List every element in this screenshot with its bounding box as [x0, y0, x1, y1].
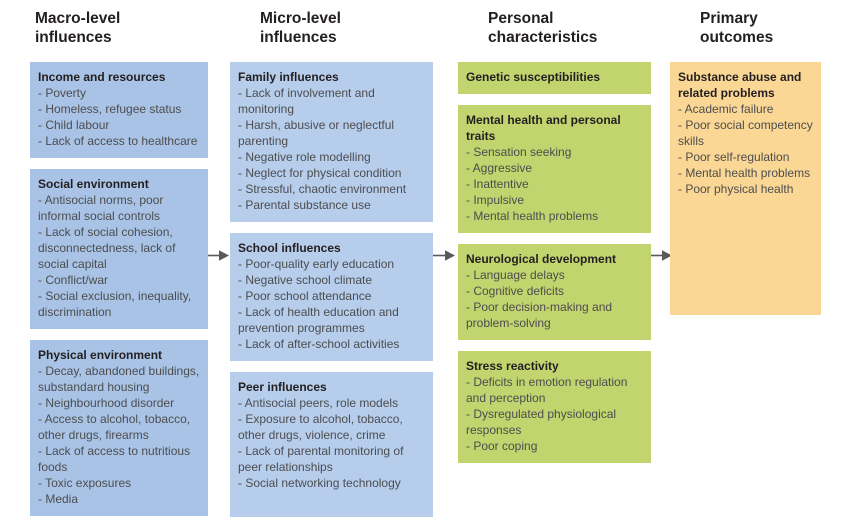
box-title-family-influences: Family influences	[238, 70, 339, 84]
box-item: - Neglect for physical condition	[238, 166, 402, 180]
box-item: - Poverty	[38, 86, 87, 100]
box-item: - Lack of after-school activities	[238, 337, 400, 351]
box-item: - Poor physical health	[678, 182, 794, 196]
box-title-income-and-resources: Income and resources	[38, 70, 166, 84]
box-item: - Mental health problems	[678, 166, 811, 180]
box-item: - Parental substance use	[238, 198, 371, 212]
box-title-school-influences: School influences	[238, 241, 341, 255]
box-title-physical-environment: Physical environment	[38, 348, 163, 362]
box-item: - Dysregulated physiological responses	[466, 407, 617, 437]
box-title-genetic-susceptibilities: Genetic susceptibilities	[466, 70, 601, 84]
box-title-neurological-development: Neurological development	[466, 252, 617, 266]
column-header-macro: Macro-level influences	[35, 10, 121, 46]
box-item: - Inattentive	[466, 177, 529, 191]
box-item: - Harsh, abusive or neglectful parenting	[238, 118, 395, 148]
box-title-peer-influences: Peer influences	[238, 380, 327, 394]
box-item: - Deficits in emotion regulation and perception	[466, 375, 628, 405]
box-item: - Lack of involvement and monitoring	[238, 86, 375, 116]
box-item: - Social exclusion, inequality, discrimination	[38, 289, 192, 319]
box-item: - Poor-quality early education	[238, 257, 395, 271]
box-title-stress-reactivity: Stress reactivity	[466, 359, 559, 373]
box-item: - Lack of health education and prevention programmes	[238, 305, 399, 335]
column-macro	[30, 0, 208, 527]
box-item: - Aggressive	[466, 161, 533, 175]
column-micro	[230, 0, 433, 528]
box-item: - Antisocial peers, role models	[238, 396, 399, 410]
box-item: - Poor self-regulation	[678, 150, 790, 164]
box-title-social-environment: Social environment	[38, 177, 149, 191]
box-item: - Mental health problems	[466, 209, 599, 223]
box-peer-influences	[230, 372, 433, 517]
box-item: - Sensation seeking	[466, 145, 572, 159]
column-header-micro: Micro-level influences	[260, 10, 341, 46]
box-item: - Antisocial norms, poor informal social controls	[38, 193, 164, 223]
column-header-outcomes: Primary outcomes	[700, 10, 774, 46]
box-item: - Stressful, chaotic environment	[238, 182, 407, 196]
box-item: - Toxic exposures	[38, 476, 132, 490]
box-item: - Social networking technology	[238, 476, 401, 490]
box-item: - Homeless, refugee status	[38, 102, 182, 116]
box-item: - Academic failure	[678, 102, 774, 116]
box-item: - Exposure to alcohol, tobacco, other drugs, violence, crime	[238, 412, 403, 442]
box-genetic-susceptibilities	[458, 62, 651, 94]
box-item: - Decay, abandoned buildings, substandard housing	[38, 364, 200, 394]
box-item: - Access to alcohol, tobacco, other drugs, firearms	[38, 412, 191, 442]
box-item: - Poor coping	[466, 439, 538, 453]
box-item: - Poor decision-making and problem-solving	[466, 300, 613, 330]
box-income-and-resources	[30, 62, 208, 158]
box-item: - Lack of parental monitoring of peer relationships	[238, 444, 404, 474]
box-stress-reactivity	[458, 351, 651, 463]
column-personal	[458, 0, 651, 474]
box-item: - Negative role modelling	[238, 150, 371, 164]
box-item: - Poor school attendance	[238, 289, 372, 303]
box-title-mental-health-and-personal-traits: Mental health and personal traits	[466, 113, 621, 143]
box-mental-health-and-personal-traits	[458, 105, 651, 233]
box-title-substance-abuse-and-related-problems: Substance abuse and related problems	[678, 70, 802, 100]
box-social-environment	[30, 169, 208, 329]
arrow-micro-to-personal-icon	[430, 249, 456, 262]
box-physical-environment	[30, 340, 208, 516]
box-item: - Media	[38, 492, 79, 506]
box-substance-abuse-and-related-problems	[670, 62, 821, 315]
column-header-personal: Personal characteristics	[488, 10, 598, 46]
box-item: - Lack of social cohesion, disconnectedness, lack of social capital	[38, 225, 176, 271]
box-item: - Child labour	[38, 118, 110, 132]
box-item: - Language delays	[466, 268, 565, 282]
box-item: - Conflict/war	[38, 273, 109, 287]
box-family-influences	[230, 62, 433, 222]
box-item: - Lack of access to healthcare	[38, 134, 198, 148]
column-outcomes	[670, 0, 821, 326]
box-item: - Lack of access to nutritious foods	[38, 444, 191, 474]
box-item: - Poor social competency skills	[678, 118, 813, 148]
box-neurological-development	[458, 244, 651, 340]
box-school-influences	[230, 233, 433, 361]
box-item: - Impulsive	[466, 193, 525, 207]
box-item: - Cognitive deficits	[466, 284, 565, 298]
box-item: - Neighbourhood disorder	[38, 396, 175, 410]
box-item: - Negative school climate	[238, 273, 373, 287]
